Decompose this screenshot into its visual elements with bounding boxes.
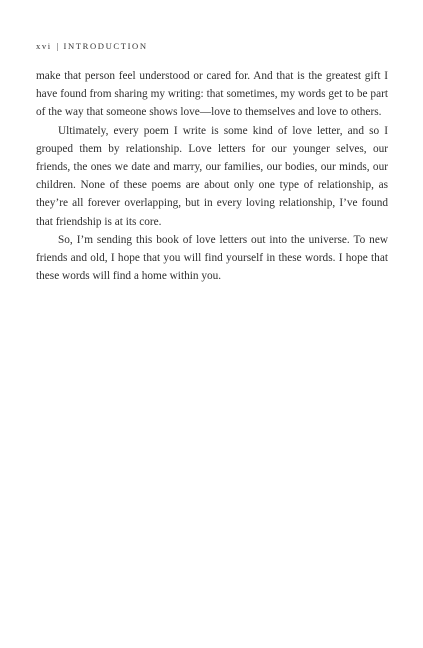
header-separator: | xyxy=(56,41,59,51)
paragraph-2: Ultimately, every poem I write is some kind of love letter, and so I grouped them by relationship. Love letters for our younger selves, our friends, the ones we date and marry, our families, our bodies, our minds, our children. None of these poems are about only one type of relationship, as they’re all forever overlapping, but in every loving relationship, I’ve found that friendship is at its core. xyxy=(36,124,388,228)
body-text xyxy=(36,67,388,285)
paragraph-3: So, I’m sending this book of love letters out into the universe. To new friends and old, I hope that you will find yourself in these words. I hope that these words will find a home within you. xyxy=(36,233,388,283)
section-title: INTRODUCTION xyxy=(63,41,148,51)
paragraph-1: make that person feel understood or cared for. And that is the greatest gift I have found from sharing my writing: that sometimes, my words get to be part of the way that someone shows love—love to themselves and love to others. xyxy=(36,70,388,119)
running-head xyxy=(36,40,148,52)
page-number: xvi xyxy=(36,41,52,51)
